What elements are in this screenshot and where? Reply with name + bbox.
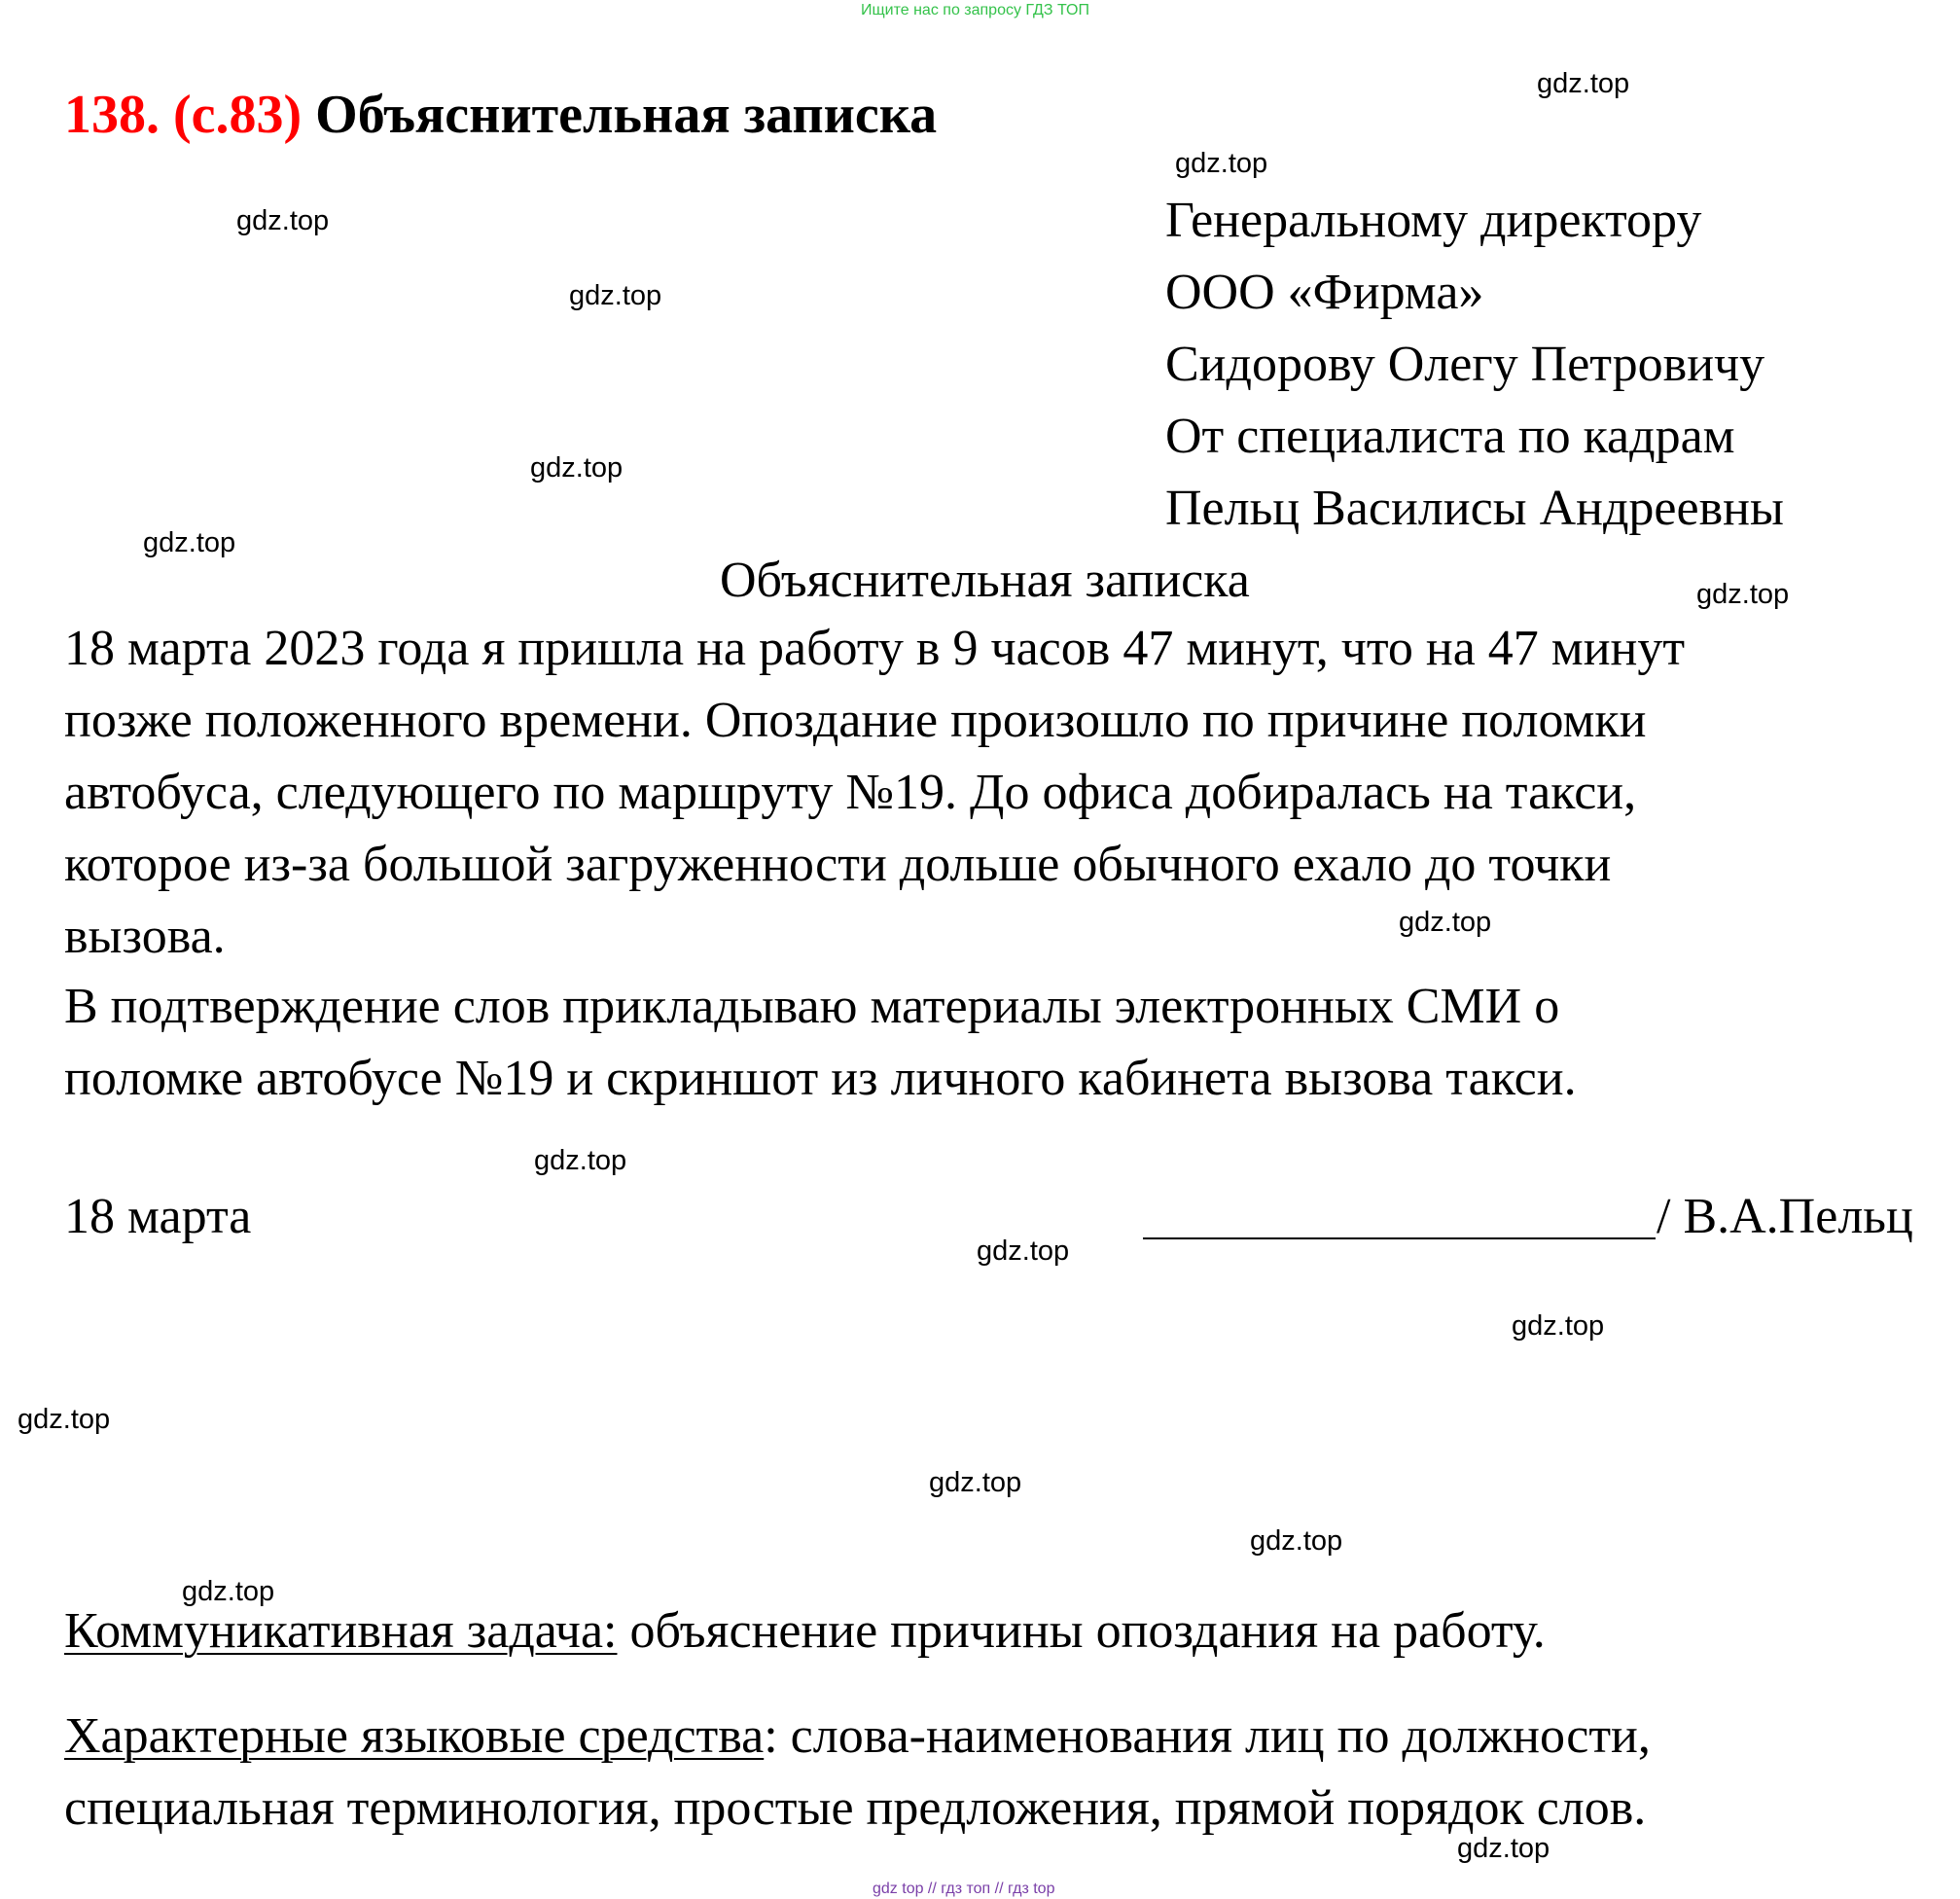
title-text: Объяснительная записка [315,85,938,145]
watermark: gdz.top [1250,1525,1343,1557]
page-title [64,84,937,146]
watermark: gdz.top [182,1576,275,1607]
task-text: объяснение причины опоздания на работу. [617,1603,1546,1659]
watermark: gdz.top [1696,579,1790,610]
watermark: gdz.top [530,452,624,484]
watermark: gdz.top [534,1145,627,1176]
watermark: gdz.top [18,1404,111,1435]
text-line: которое из-за большой загруженности дольше обычного ехало до точки [64,837,1612,892]
watermark: gdz.top [1457,1833,1550,1864]
addressee-line: Генеральному директору [1165,193,1702,248]
text-line: автобуса, следующего по маршруту №19. До офиса добиралась на такси, [64,765,1637,820]
document-date: 18 марта [64,1189,252,1244]
watermark: gdz.top [236,205,330,236]
watermark: gdz.top [977,1236,1070,1267]
top-banner: Ищите нас по запросу ГДЗ ТОП [861,2,1089,18]
watermark: gdz.top [143,527,236,558]
language-means [64,1701,1651,1845]
addressee-line: От специалиста по кадрам [1165,409,1735,464]
communicative-task [64,1595,1546,1667]
watermark: gdz.top [929,1467,1022,1498]
watermark: gdz.top [1399,907,1492,938]
means-text: : слова-наименования лиц по должности, [764,1708,1651,1764]
watermark: gdz.top [569,280,662,311]
task-label: Коммуникативная задача: [64,1603,618,1659]
document-heading: Объяснительная записка [720,553,1250,608]
addressee-line: Пельц Василисы Андреевны [1165,481,1784,536]
means-label: Характерные языковые средства [64,1708,765,1764]
watermark: gdz.top [1175,148,1268,179]
text-line: вызова. [64,909,226,964]
exercise-number: 138. (с.83) [64,85,303,145]
text-line: поломке автобусе №19 и скриншот из личного кабинета вызова такси. [64,1051,1577,1106]
addressee-block [1165,185,1784,545]
means-text-line-2: специальная терминология, простые предложения, прямой порядок слов. [64,1780,1647,1836]
watermark: gdz.top [1512,1310,1605,1342]
footer-text: gdz top // гдз топ // гдз top [873,1881,1055,1897]
paragraph-2 [64,971,1577,1115]
text-line: В подтверждение слов прикладываю материалы электронных СМИ о [64,979,1560,1034]
text-line: 18 марта 2023 года я пришла на работу в 9 часов 47 минут, что на 47 минут [64,621,1686,676]
text-line: позже положенного времени. Опоздание произошло по причине поломки [64,693,1647,748]
signature-line [1143,1237,1656,1239]
addressee-line: Сидорову Олегу Петровичу [1165,337,1765,392]
addressee-line: ООО «Фирма» [1165,265,1484,320]
signature-name: / В.А.Пельц [1657,1189,1913,1244]
watermark: gdz.top [1537,68,1630,99]
